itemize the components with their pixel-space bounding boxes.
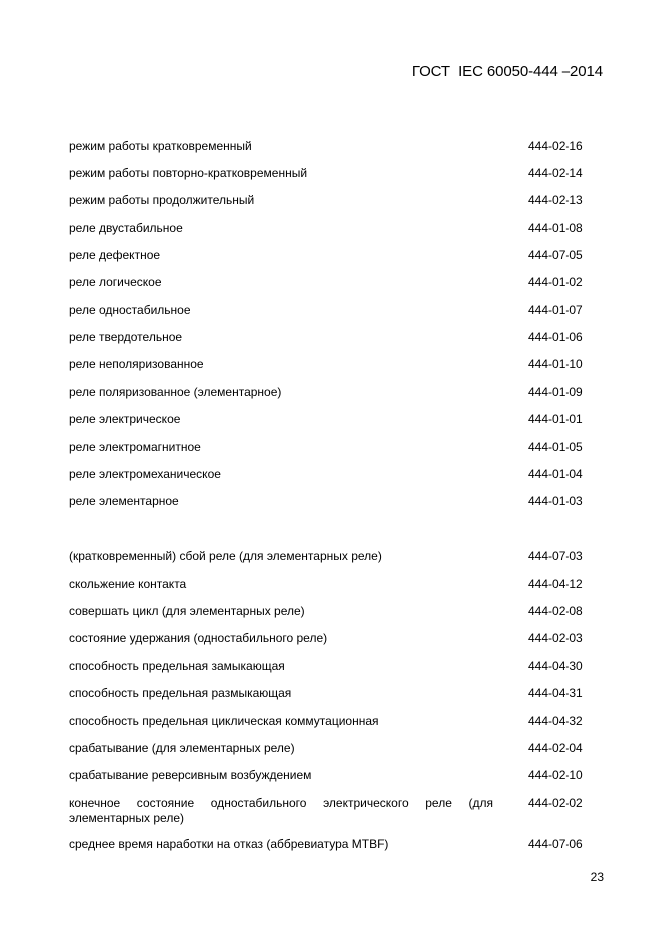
entry-term: режим работы кратковременный <box>69 139 252 153</box>
entry-term: конечное состояние одностабильного электрического реле (для элементарных реле) <box>69 796 493 825</box>
entry-code: 444-01-05 <box>528 440 583 454</box>
entry-code: 444-04-30 <box>528 659 583 673</box>
entry-term: реле электромеханическое <box>69 467 221 481</box>
entry-term: режим работы повторно-кратковременный <box>69 166 308 180</box>
entry-term: реле электрическое <box>69 412 181 426</box>
entry-term: режим работы продолжительный <box>69 193 255 207</box>
entry-code: 444-02-10 <box>528 768 583 782</box>
entry-code: 444-02-16 <box>528 139 583 153</box>
entry-code: 444-01-08 <box>528 221 583 235</box>
entry-code: 444-01-06 <box>528 330 583 344</box>
entry-term: реле логическое <box>69 275 162 289</box>
entry-code: 444-04-31 <box>528 686 583 700</box>
entry-term: срабатывание реверсивным возбуждением <box>69 768 312 782</box>
entry-term: способность предельная циклическая коммутационная <box>69 714 379 728</box>
entry-term: (кратковременный) сбой реле (для элементарных реле) <box>69 549 382 563</box>
entry-code: 444-07-03 <box>528 549 583 563</box>
entry-term: состояние удержания (одностабильного реле) <box>69 631 328 645</box>
entry-term: реле дефектное <box>69 248 161 262</box>
entry-code: 444-02-03 <box>528 631 583 645</box>
entry-code: 444-01-09 <box>528 385 583 399</box>
entry-term: реле твердотельное <box>69 330 183 344</box>
entry-code: 444-02-08 <box>528 604 583 618</box>
entry-code: 444-02-13 <box>528 193 583 207</box>
entry-code: 444-01-02 <box>528 275 583 289</box>
entry-term: реле неполяризованное <box>69 357 204 371</box>
entry-code: 444-02-04 <box>528 741 583 755</box>
entry-code: 444-02-02 <box>528 796 583 810</box>
entry-code: 444-01-10 <box>528 357 583 371</box>
document-header: ГОСТ IEC 60050-444 –2014 <box>411 63 603 80</box>
entry-term: среднее время наработки на отказ (аббревиатура MTBF) <box>69 837 389 851</box>
entry-term: реле одностабильное <box>69 303 191 317</box>
entry-term: способность предельная замыкающая <box>69 659 285 673</box>
entry-term: реле элементарное <box>69 494 179 508</box>
entry-term: способность предельная размыкающая <box>69 686 292 700</box>
entry-code: 444-01-03 <box>528 494 583 508</box>
page-number: 23 <box>590 870 604 884</box>
entry-term: скольжение контакта <box>69 577 187 591</box>
entry-code: 444-07-05 <box>528 248 583 262</box>
entry-code: 444-01-07 <box>528 303 583 317</box>
entry-term: реле двустабильное <box>69 221 183 235</box>
entry-code: 444-04-12 <box>528 577 583 591</box>
entry-term: реле поляризованное (элементарное) <box>69 385 282 399</box>
entry-code: 444-04-32 <box>528 714 583 728</box>
entry-code: 444-01-01 <box>528 412 583 426</box>
entry-code: 444-07-06 <box>528 837 583 851</box>
entry-code: 444-02-14 <box>528 166 583 180</box>
entry-term: совершать цикл (для элементарных реле) <box>69 604 305 618</box>
entry-term: реле электромагнитное <box>69 440 201 454</box>
entry-term: срабатывание (для элементарных реле) <box>69 741 295 755</box>
entry-code: 444-01-04 <box>528 467 583 481</box>
